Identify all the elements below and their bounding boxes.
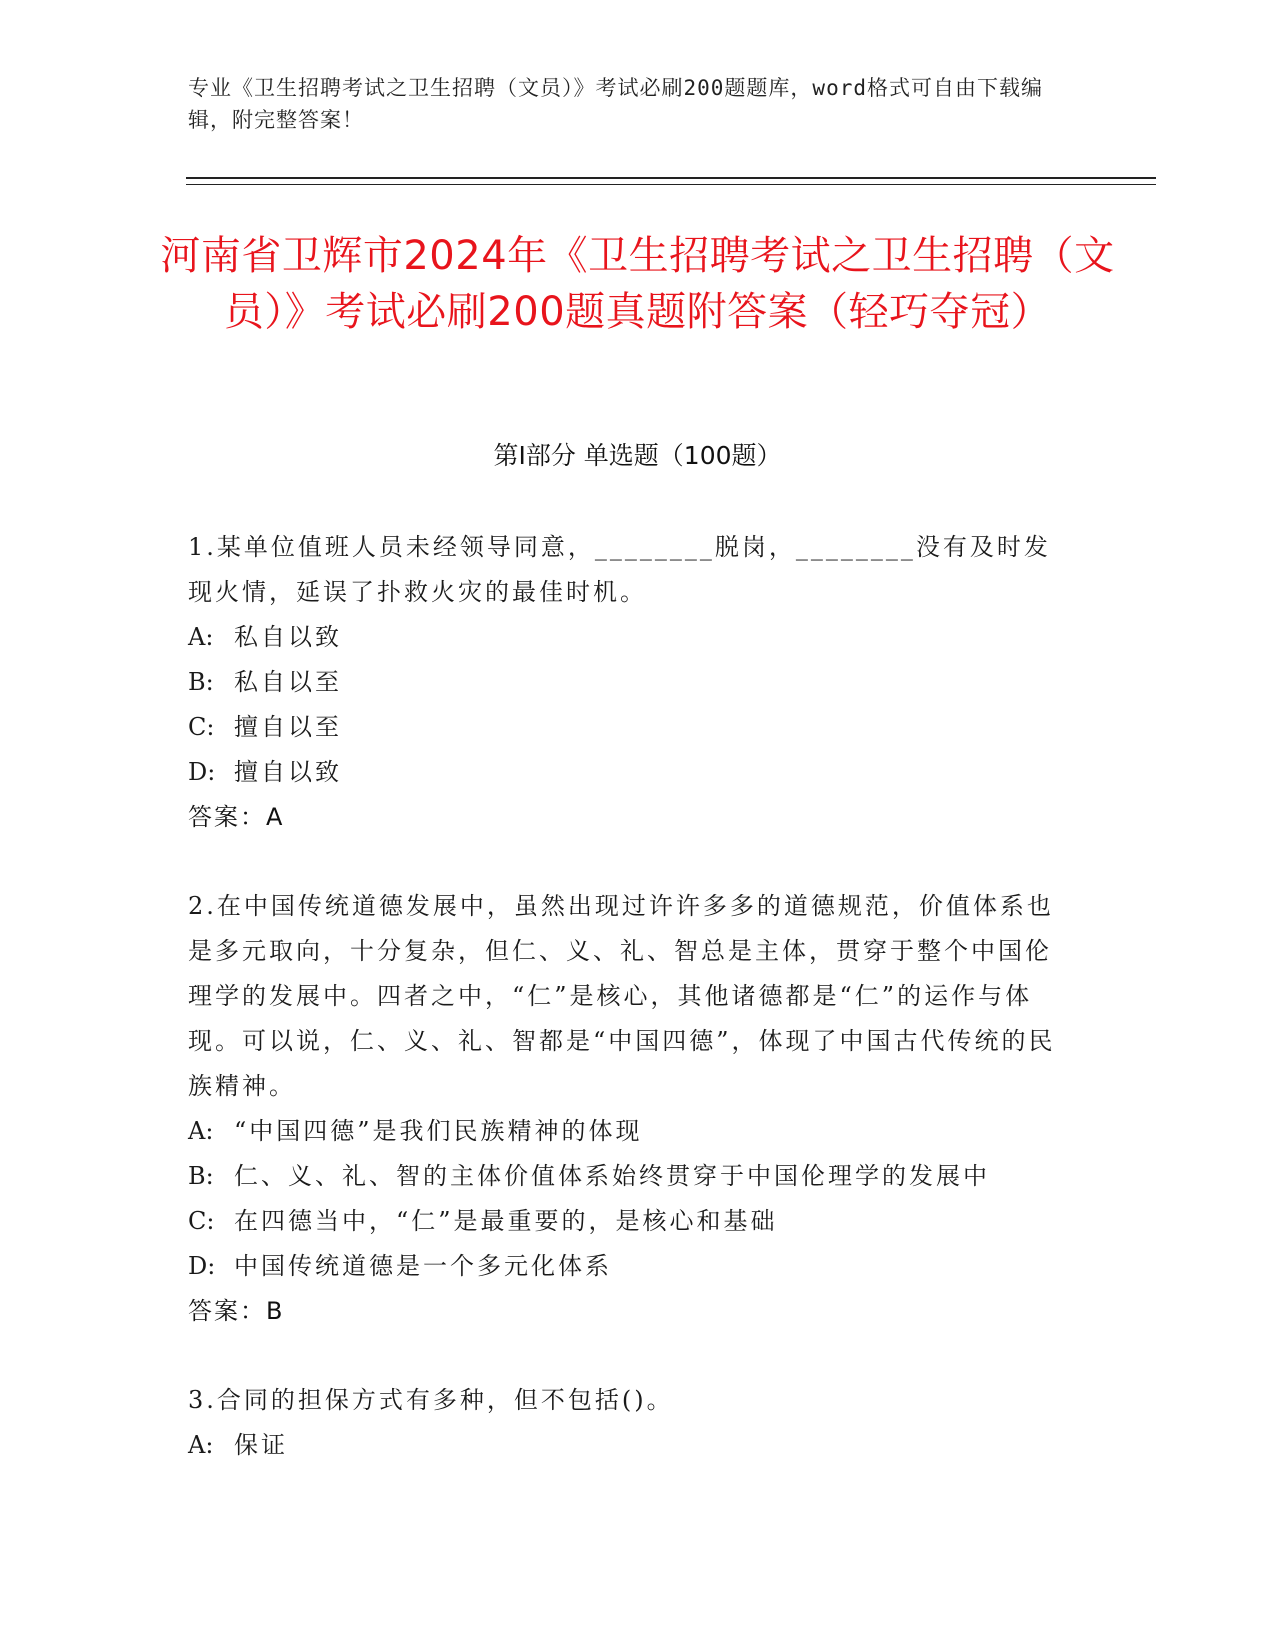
option-c xyxy=(188,1199,1068,1244)
option-d xyxy=(188,1244,1068,1289)
option-letter: A: xyxy=(188,1431,214,1459)
question-2 xyxy=(188,884,1068,1334)
question-list xyxy=(188,525,1068,1512)
header-note: 专业《卫生招聘考试之卫生招聘（文员）》考试必刷200题题库，word格式可自由下载编辑，附完整答案！ xyxy=(188,76,1043,132)
answer-value: B xyxy=(266,1297,283,1325)
question-3 xyxy=(188,1378,1068,1468)
option-letter: A: xyxy=(188,623,214,651)
option-text: 仁、义、礼、智的主体价值体系始终贯穿于中国伦理学的发展中 xyxy=(234,1162,990,1190)
option-text: 在四德当中，“仁”是最重要的，是核心和基础 xyxy=(234,1207,778,1235)
option-a xyxy=(188,1109,1068,1154)
option-text: “中国四德”是我们民族精神的体现 xyxy=(234,1117,643,1145)
option-b xyxy=(188,660,1068,705)
document-title: 河南省卫辉市2024年《卫生招聘考试之卫生招聘（文员）》考试必刷200题真题附答案（轻巧夺冠） xyxy=(160,233,1115,335)
option-d xyxy=(188,750,1068,795)
answer-line xyxy=(188,795,1068,840)
option-letter: B: xyxy=(188,1162,214,1190)
option-text: 擅自以至 xyxy=(234,713,342,741)
answer-value: A xyxy=(266,803,283,831)
option-letter: D: xyxy=(188,1252,216,1280)
option-text: 保证 xyxy=(234,1431,288,1459)
section-title: 第I部分 单选题（100题） xyxy=(493,441,782,470)
option-letter: C: xyxy=(188,1207,215,1235)
answer-label: 答案： xyxy=(188,1297,266,1325)
option-letter: A: xyxy=(188,1117,214,1145)
question-stem: 2.在中国传统道德发展中，虽然出现过许许多多的道德规范，价值体系也是多元取向，十分复杂，但仁、义、礼、智总是主体，贯穿于整个中国伦理学的发展中。四者之中，“仁”是核心，其他诸德都是“仁”的运作与体现。可以说，仁、义、礼、智都是“中国四德”，体现了中国古代传统的民族精神。 xyxy=(188,892,1056,1100)
option-letter: C: xyxy=(188,713,215,741)
option-text: 擅自以致 xyxy=(234,758,342,786)
option-a xyxy=(188,1423,1068,1468)
question-1 xyxy=(188,525,1068,840)
answer-line xyxy=(188,1289,1068,1334)
answer-label: 答案： xyxy=(188,803,266,831)
header-rule-thin xyxy=(186,184,1156,185)
option-text: 中国传统道德是一个多元化体系 xyxy=(234,1252,612,1280)
option-letter: D: xyxy=(188,758,216,786)
option-b xyxy=(188,1154,1068,1199)
option-text: 私自以致 xyxy=(234,623,342,651)
option-c xyxy=(188,705,1068,750)
question-stem: 1.某单位值班人员未经领导同意，________脱岗，________没有及时发现火情，延误了扑救火灾的最佳时机。 xyxy=(188,533,1051,606)
option-text: 私自以至 xyxy=(234,668,342,696)
question-stem: 3.合同的担保方式有多种，但不包括()。 xyxy=(188,1386,674,1414)
header-rule-thick xyxy=(186,177,1156,179)
option-letter: B: xyxy=(188,668,214,696)
option-a xyxy=(188,615,1068,660)
